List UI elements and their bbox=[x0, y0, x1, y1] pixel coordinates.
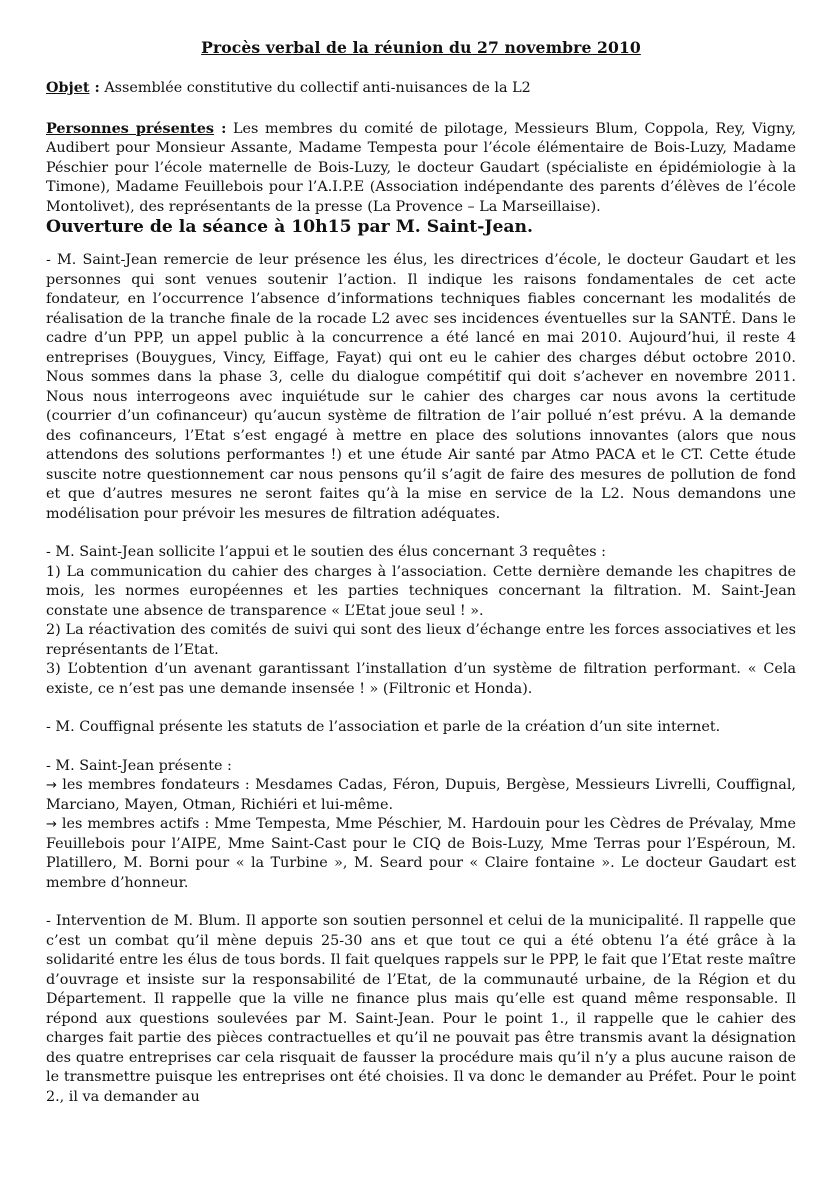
personnes-label: Personnes présentes bbox=[46, 120, 215, 137]
personnes-presentes bbox=[46, 120, 796, 218]
personnes-colon: : bbox=[214, 120, 227, 137]
personnes-text: Les membres du comité de pilotage, Messieurs Blum, Coppola, Rey, Vigny, Audibert pour Monsieur Assante, Madame Tempesta pour l’école élémentaire de Bois-Luzy, Madame Péschier pour l’école maternelle de Bois-Luzy, le docteur Gaudart (spécialiste en épidémiologie à la Timone), Madame Feuillebois pour l’A.I.P.E (Association indépendante des parents d’élèves de l’école Montolivet), des représentants de la presse (La Provence – La Marseillaise). bbox=[46, 120, 797, 215]
request-item-3: 3) L’obtention d’un avenant garantissant l’installation d’un système de filtration performant. « Cela existe, ce n’est pas une demande insensée ! » (Filtronic et Honda). bbox=[46, 661, 796, 697]
members-actifs bbox=[46, 815, 796, 893]
objet-colon: : bbox=[89, 80, 100, 96]
members-intro: - M. Saint-Jean présente : bbox=[46, 757, 232, 774]
paragraph-blum: - Intervention de M. Blum. Il apporte son soutien personnel et celui de la municipalité. Il rappelle que c’est un combat qu’il mène depuis 25-30 ans et que tout ce qui a été obtenu l’a été grâce à la solidarité entre les élus de tous bords. Il fait quelques rappels sur le PPP, le fait que l’Etat reste maître d’ouvrage et insiste sur la responsabilité de l’Etat, de la communauté urbaine, de la Région et du Département. Il rappelle que la ville ne finance plus mais qu’elle est quand même responsable. Il répond aux questions soulevées par M. Saint-Jean. Pour le point 1., il rappelle que le cahier des charges fait partie des pièces contractuelles et qu’il ne pouvait pas être transmis avant la désignation des quatre entreprises car cela risquait de fausser la procédure mais qu’il n’y a plus aucune raison de le transmettre puisque les entreprises ont été choisies. Il va donc le demander au Préfet. Pour le point 2., il va demander au bbox=[46, 913, 796, 1105]
arrow-right-icon: → bbox=[46, 778, 57, 793]
paragraph-members bbox=[46, 757, 796, 894]
paragraph-requests bbox=[46, 543, 796, 699]
paragraph-opening: - M. Saint-Jean remercie de leur présence les élus, les directrices d’école, le docteur Gaudart et les personnes qui sont venues soutenir l’action. Il indique les raisons fondamentales de cet acte fondateur, en l’occurrence l’absence d’informations techniques fiables concernant les modalités de réalisation de la tranche finale de la rocade L2 avec ses incidences éventuelles sur la SANTÉ. Dans le cadre d’un PPP, un appel public à la concurrence a été lancé en mai 2010. Aujourd’hui, il reste 4 entreprises (Bouygues, Vincy, Eiffage, Fayat) qui ont eu le cahier des charges début octobre 2010. Nous sommes dans la phase 3, celle du dialogue compétitif qui doit s’achever en novembre 2011. Nous nous interrogeons avec inquiétude sur le cahier des charges car nous avons la certitude (courrier d’un cofinanceur) qu’aucun système de filtration de l’air pollué n’est prévu. A la demande des cofinanceurs, l’Etat s’est engagé à mettre en place des solutions innovantes (alors que nous attendons des solutions performantes !) et une étude Air santé par Atmo PACA et le CT. Cette étude suscite notre questionnement car nous pensons qu’il s’agit de faire des mesures de pollution de fond et que d’autres mesures ne seront faites qu’à la mise en service de la L2. Nous demandons une modélisation pour prévoir les mesures de filtration adéquates. bbox=[46, 252, 796, 522]
document-title: Procès verbal de la réunion du 27 novembre 2010 bbox=[201, 38, 641, 57]
objet-label: Objet bbox=[46, 80, 90, 96]
requests-intro: - M. Saint-Jean sollicite l’appui et le soutien des élus concernant 3 requêtes : bbox=[46, 544, 606, 560]
request-item-2: 2) La réactivation des comités de suivi qui sont des lieux d’échange entre les forces associatives et les représentants de l’Etat. bbox=[46, 622, 796, 658]
arrow-right-icon: → bbox=[46, 817, 57, 832]
objet-text: Assemblée constitutive du collectif anti-nuisances de la L2 bbox=[99, 80, 531, 96]
fondateurs-text: les membres fondateurs : Mesdames Cadas, Féron, Dupuis, Bergèse, Messieurs Livrelli, Couffignal, Marciano, Mayen, Otman, Richiéri et lui-même. bbox=[46, 777, 796, 813]
request-item-1: 1) La communication du cahier des charges à l’association. Cette dernière demande les chapitres de mois, les normes européennes et les parties techniques concernant la filtration. M. Saint-Jean constate une absence de transparence « L’Etat joue seul ! ». bbox=[46, 563, 796, 619]
section-heading: Ouverture de la séance à 10h15 par M. Saint-Jean. bbox=[46, 217, 534, 237]
objet-line bbox=[46, 79, 796, 99]
actifs-text: les membres actifs : Mme Tempesta, Mme Péschier, M. Hardouin pour les Cèdres de Prévalay, Mme Feuillebois pour l’AIPE, Mme Saint-Cast pour le CIQ de Bois-Luzy, Mme Terras pour l’Espéroun, M. Platillero, M. Borni pour « la Turbine », M. Seard pour « Claire fontaine ». Le docteur Gaudart est membre d’honneur. bbox=[46, 816, 796, 891]
paragraph-statuts: - M. Couffignal présente les statuts de l’association et parle de la création d’un site internet. bbox=[46, 719, 721, 735]
members-fondateurs bbox=[46, 776, 796, 815]
